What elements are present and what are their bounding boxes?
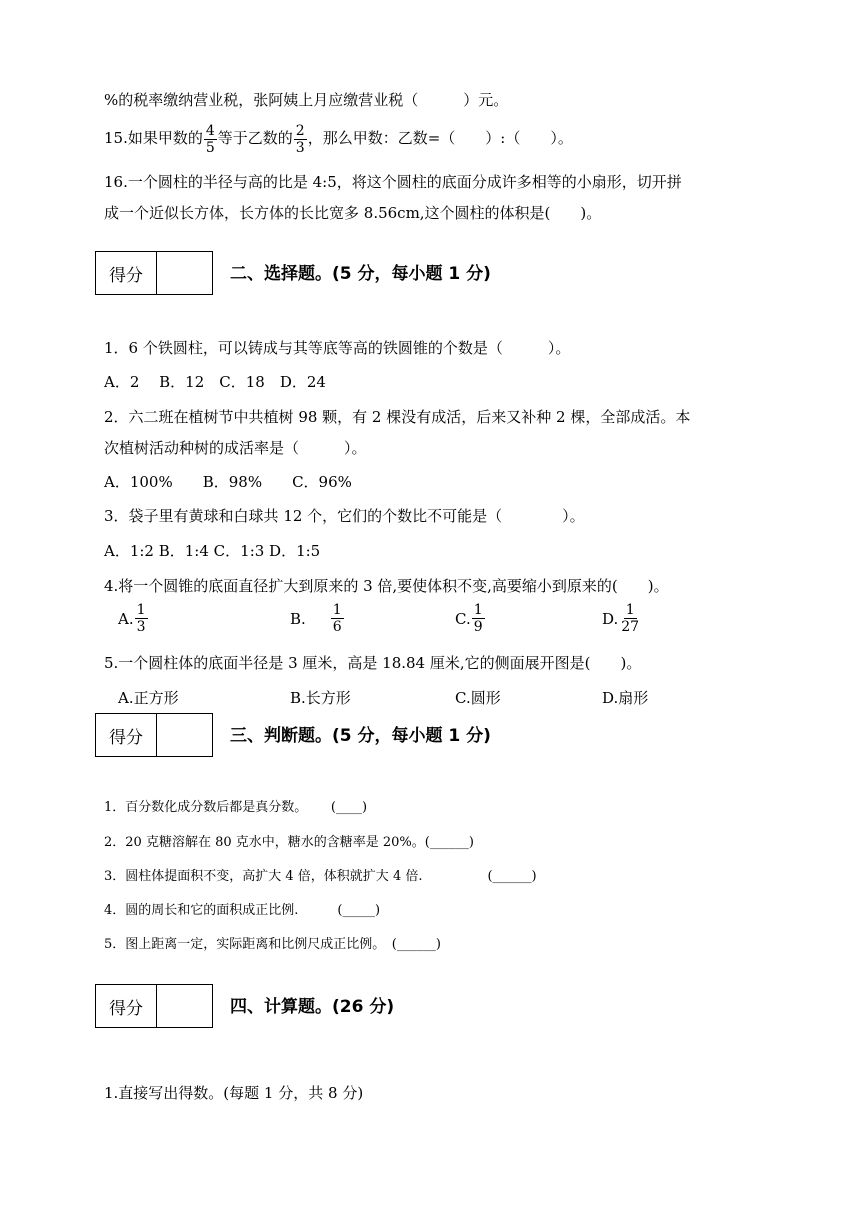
score-box-section-3 bbox=[95, 713, 213, 757]
score-value-cell[interactable] bbox=[157, 714, 212, 756]
question-15-post: ，那么甲数：乙数=（ ）:（ ）。 bbox=[307, 129, 573, 147]
question-15-mid: 等于乙数的 bbox=[217, 129, 293, 147]
score-label: 得分 bbox=[96, 714, 157, 756]
choice-question-2-options: A．100% B．98% C．96% bbox=[104, 473, 352, 491]
fraction-two-thirds: $\frac{2}{3}$ bbox=[295, 122, 305, 156]
choice-question-5-option-b: B.长方形 bbox=[290, 689, 351, 707]
section-2-title: 二、选择题。(5 分，每小题 1 分) bbox=[230, 264, 491, 284]
choice-question-1: 1．6 个铁圆柱，可以铸成与其等底等高的铁圆锥的个数是（ ）。 bbox=[104, 339, 571, 357]
choice-question-2-line1: 2．六二班在植树节中共植树 98 颗，有 2 棵没有成活，后来又补种 2 棵，全部成活。本 bbox=[104, 408, 691, 426]
choice-question-4: 4.将一个圆锥的底面直径扩大到原来的 3 倍,要使体积不变,高要缩小到原来的( )。 bbox=[104, 577, 669, 595]
question-15-pre: 15.如果甲数的 bbox=[104, 129, 203, 147]
score-box-section-4 bbox=[95, 984, 213, 1028]
question-14-tail: %的税率缴纳营业税，张阿姨上月应缴营业税（ ）元。 bbox=[104, 91, 509, 109]
choice-question-4-option-c: C. $\frac{1}{9}$ bbox=[455, 602, 483, 635]
judge-item-4: 4．圆的周长和它的面积成正比例. (_____) bbox=[104, 903, 381, 918]
score-value-cell[interactable] bbox=[157, 985, 212, 1027]
score-box-section-2 bbox=[95, 251, 213, 295]
choice-question-5: 5.一个圆柱体的底面半径是 3 厘米，高是 18.84 厘米,它的侧面展开图是( )。 bbox=[104, 654, 642, 672]
fraction-four-fifths: $\frac{4}{5}$ bbox=[205, 122, 215, 156]
judge-item-5: 5．图上距离一定，实际距离和比例尺成正比例。 (______) bbox=[104, 937, 441, 952]
choice-question-3-options: A．1:2 B．1:4 C．1:3 D．1:5 bbox=[104, 542, 321, 560]
choice-question-4-option-b: B. $\frac{1}{6}$ bbox=[290, 602, 342, 635]
question-16-line2: 成一个近似长方体，长方体的长比宽多 8.56cm,这个圆柱的体积是( )。 bbox=[104, 204, 602, 222]
judge-item-2: 2．20 克糖溶解在 80 克水中，糖水的含糖率是 20%。(______) bbox=[104, 835, 474, 850]
question-16-line1: 16.一个圆柱的半径与高的比是 4:5，将这个圆柱的底面分成许多相等的小扇形，切开拼 bbox=[104, 173, 682, 191]
choice-question-2-line2: 次植树活动种树的成活率是（ ）。 bbox=[104, 439, 367, 457]
score-label: 得分 bbox=[96, 985, 157, 1027]
choice-question-4-option-d: D. $\frac{1}{27}$ bbox=[602, 602, 640, 635]
choice-question-4-option-a: A. $\frac{1}{3}$ bbox=[118, 602, 146, 635]
judge-item-3: 3．圆柱体提面积不变，高扩大 4 倍，体积就扩大 4 倍. (______) bbox=[104, 869, 537, 884]
choice-question-5-option-a: A.正方形 bbox=[118, 689, 179, 707]
section-4-title: 四、计算题。(26 分) bbox=[230, 997, 395, 1017]
score-value-cell[interactable] bbox=[157, 252, 212, 294]
choice-question-5-option-c: C.圆形 bbox=[455, 689, 501, 707]
section-3-title: 三、判断题。(5 分，每小题 1 分) bbox=[230, 726, 491, 746]
score-label: 得分 bbox=[96, 252, 157, 294]
choice-question-5-option-d: D.扇形 bbox=[602, 689, 649, 707]
choice-question-3: 3．袋子里有黄球和白球共 12 个，它们的个数比不可能是（ ）。 bbox=[104, 507, 585, 525]
judge-item-1: 1．百分数化成分数后都是真分数。 (____) bbox=[104, 800, 368, 815]
question-15 bbox=[104, 118, 573, 158]
calc-question-1: 1.直接写出得数。(每题 1 分，共 8 分) bbox=[104, 1084, 364, 1102]
choice-question-1-options: A．2 B．12 C．18 D．24 bbox=[104, 373, 326, 391]
